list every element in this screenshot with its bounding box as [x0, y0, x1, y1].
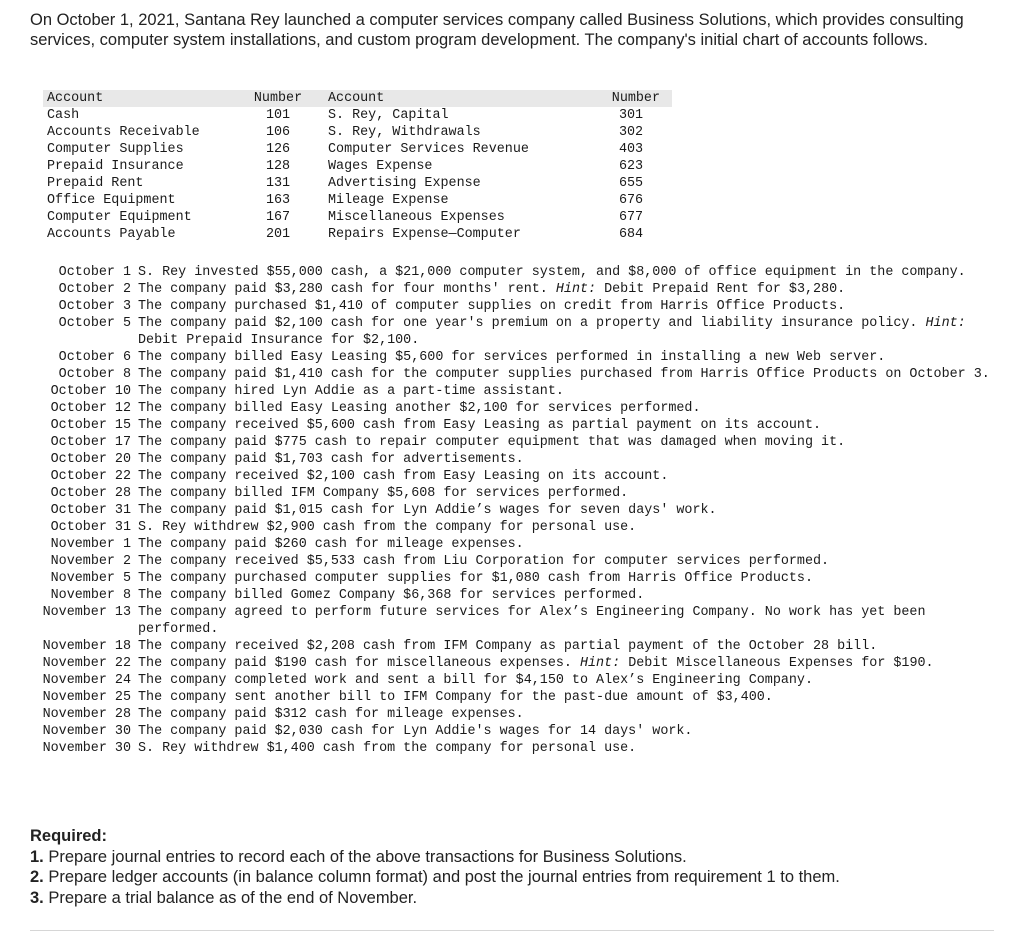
transaction-date: November 8 — [50, 588, 131, 603]
column-gap — [304, 158, 324, 175]
transaction-description — [138, 723, 993, 740]
column-gap — [304, 107, 324, 124]
transaction-row — [0, 638, 1000, 655]
account-name: Prepaid Rent — [47, 176, 144, 191]
account-name: S. Rey, Capital — [328, 108, 449, 123]
transaction-text: The company billed Easy Leasing $5,600 for services performed in installing a new Web server. — [138, 350, 886, 365]
transaction-text: S. Rey withdrew $1,400 cash from the company for personal use. — [138, 741, 637, 756]
transaction-text: The company agreed to perform future services for Alex’s Engineering Company. No work has yet been performed. — [138, 605, 926, 637]
column-gap — [304, 124, 324, 141]
transaction-description — [138, 264, 993, 281]
transaction-date: October 15 — [50, 418, 131, 433]
column-gap — [304, 192, 324, 209]
required-item — [30, 867, 990, 888]
transaction-date: October 12 — [50, 401, 131, 416]
account-number: 163 — [265, 193, 291, 208]
transaction-row — [0, 434, 1000, 451]
transaction-description — [138, 536, 993, 553]
account-number: 684 — [618, 227, 644, 242]
transaction-row — [0, 485, 1000, 502]
transaction-text: The company paid $3,280 cash for four months' rent. — [138, 282, 548, 297]
account-number: 128 — [265, 159, 291, 174]
transaction-row — [0, 349, 1000, 366]
transaction-description — [138, 706, 993, 723]
account-number: 301 — [618, 108, 644, 123]
transaction-text: The company paid $1,410 cash for the computer supplies purchased from Harris Office Products on October 3. — [138, 367, 990, 382]
account-name: Accounts Payable — [47, 227, 176, 242]
transaction-description — [138, 366, 993, 383]
required-item — [30, 847, 990, 868]
transaction-text: The company billed IFM Company $5,608 for services performed. — [138, 486, 629, 501]
transaction-description — [138, 553, 993, 570]
account-name: Computer Supplies — [47, 142, 184, 157]
transaction-date: October 28 — [50, 486, 131, 501]
account-number: 623 — [618, 159, 644, 174]
transaction-date: November 24 — [42, 673, 131, 688]
transaction-description — [138, 298, 993, 315]
required-section — [30, 826, 990, 908]
transaction-date: November 28 — [42, 707, 131, 722]
transaction-row — [0, 315, 1000, 349]
transaction-description — [138, 604, 993, 638]
transaction-text: The company paid $2,030 cash for Lyn Addie's wages for 14 days' work. — [138, 724, 693, 739]
account-number: 126 — [265, 142, 291, 157]
transaction-date: November 13 — [42, 605, 131, 620]
transaction-date: October 17 — [50, 435, 131, 450]
transaction-row — [0, 553, 1000, 570]
transaction-text: The company paid $312 cash for mileage expenses. — [138, 707, 524, 722]
transaction-text: The company received $2,208 cash from IFM Company as partial payment of the October 28 bill. — [138, 639, 878, 654]
transaction-description — [138, 502, 993, 519]
account-number: 131 — [265, 176, 291, 191]
account-name: Mileage Expense — [328, 193, 449, 208]
transaction-date: October 31 — [50, 503, 131, 518]
transaction-date: November 18 — [42, 639, 131, 654]
transaction-text: The company sent another bill to IFM Company for the past-due amount of $3,400. — [138, 690, 773, 705]
hint-label: Hint: — [555, 282, 597, 297]
account-row — [43, 175, 672, 192]
account-row — [43, 158, 672, 175]
transaction-description — [138, 570, 993, 587]
account-number: 676 — [618, 193, 644, 208]
transaction-text: S. Rey withdrew $2,900 cash from the company for personal use. — [138, 520, 637, 535]
account-number: 655 — [618, 176, 644, 191]
required-items — [30, 847, 990, 909]
account-number: 167 — [265, 210, 291, 225]
account-row — [43, 107, 672, 124]
transaction-description — [138, 655, 993, 672]
header-number-left: Number — [253, 91, 303, 106]
transaction-date: October 20 — [50, 452, 131, 467]
transaction-row — [0, 587, 1000, 604]
chart-of-accounts-header-row — [43, 90, 672, 107]
transaction-date: October 5 — [58, 316, 131, 331]
account-row — [43, 192, 672, 209]
transaction-description — [138, 349, 993, 366]
transaction-date: November 30 — [42, 724, 131, 739]
account-number: 201 — [265, 227, 291, 242]
required-item-text: Prepare journal entries to record each of the above transactions for Business Solutions. — [48, 847, 687, 866]
transaction-row — [0, 451, 1000, 468]
bottom-divider — [30, 930, 994, 931]
column-gap — [304, 141, 324, 158]
transaction-description — [138, 485, 993, 502]
account-name: Computer Services Revenue — [328, 142, 529, 157]
transaction-row — [0, 706, 1000, 723]
transaction-date: October 31 — [50, 520, 131, 535]
transaction-row — [0, 298, 1000, 315]
transaction-description — [138, 672, 993, 689]
transaction-text: The company purchased $1,410 of computer supplies on credit from Harris Office Products. — [138, 299, 846, 314]
transaction-text: S. Rey invested $55,000 cash, a $21,000 computer system, and $8,000 of office equipment in the company. — [138, 265, 966, 280]
column-gap — [304, 226, 324, 243]
account-number: 106 — [265, 125, 291, 140]
header-account-right: Account — [324, 90, 590, 107]
transaction-row — [0, 417, 1000, 434]
required-item-number: 3. — [30, 888, 44, 907]
transaction-text: The company billed Easy Leasing another $2,100 for services performed. — [138, 401, 701, 416]
account-name: Computer Equipment — [47, 210, 192, 225]
account-name: S. Rey, Withdrawals — [328, 125, 481, 140]
transaction-date: November 1 — [50, 537, 131, 552]
transaction-row — [0, 604, 1000, 638]
transaction-row — [0, 723, 1000, 740]
transaction-text: The company hired Lyn Addie as a part-time assistant. — [138, 384, 564, 399]
transaction-date: October 1 — [58, 265, 131, 280]
account-row — [43, 124, 672, 141]
hint-text: Debit Prepaid Insurance for $2,100. — [138, 333, 420, 348]
transaction-description — [138, 281, 993, 298]
transaction-date: October 2 — [58, 282, 131, 297]
account-number: 403 — [618, 142, 644, 157]
transaction-date: October 3 — [58, 299, 131, 314]
transaction-date: October 10 — [50, 384, 131, 399]
header-account-left: Account — [43, 90, 252, 107]
transaction-description — [138, 689, 993, 706]
transaction-description — [138, 383, 993, 400]
account-row — [43, 141, 672, 158]
transaction-row — [0, 468, 1000, 485]
header-gap — [304, 90, 324, 107]
transaction-text: The company paid $775 cash to repair computer equipment that was damaged when moving it. — [138, 435, 846, 450]
account-row — [43, 226, 672, 243]
transaction-description — [138, 468, 993, 485]
transaction-row — [0, 383, 1000, 400]
required-item-text: Prepare a trial balance as of the end of November. — [48, 888, 418, 907]
hint-text: Debit Prepaid Rent for $3,280. — [604, 282, 846, 297]
account-name: Repairs Expense—Computer — [328, 227, 521, 242]
account-number: 302 — [618, 125, 644, 140]
transaction-text: The company received $5,600 cash from Easy Leasing as partial payment on its account. — [138, 418, 822, 433]
transaction-description — [138, 451, 993, 468]
transaction-date: November 25 — [42, 690, 131, 705]
transaction-row — [0, 536, 1000, 553]
column-gap — [304, 175, 324, 192]
hint-label: Hint: — [579, 656, 621, 671]
transaction-row — [0, 281, 1000, 298]
transaction-row — [0, 264, 1000, 281]
transaction-description — [138, 638, 993, 655]
required-item — [30, 888, 990, 909]
transaction-description — [138, 315, 993, 349]
transaction-text: The company billed Gomez Company $6,368 for services performed. — [138, 588, 645, 603]
transaction-row — [0, 570, 1000, 587]
transaction-date: November 5 — [50, 571, 131, 586]
chart-of-accounts-table — [43, 90, 672, 243]
transaction-date: October 8 — [58, 367, 131, 382]
intro-paragraph: On October 1, 2021, Santana Rey launched a computer services company called Business Solutions, which provides consulting services, computer system installations, and custom program development. The company's initial chart of accounts follows. — [30, 11, 964, 49]
account-name: Wages Expense — [328, 159, 433, 174]
transaction-row — [0, 502, 1000, 519]
required-item-number: 2. — [30, 868, 44, 886]
account-number: 677 — [618, 210, 644, 225]
required-item-text: Prepare ledger accounts (in balance column format) and post the journal entries from requirement 1 to them. — [48, 868, 840, 886]
transaction-description — [138, 519, 993, 536]
transaction-description — [138, 434, 993, 451]
transaction-row — [0, 366, 1000, 383]
account-name: Prepaid Insurance — [47, 159, 184, 174]
transaction-description — [138, 417, 993, 434]
hint-text: Debit Miscellaneous Expenses for $190. — [628, 656, 934, 671]
transaction-row — [0, 740, 1000, 757]
transaction-text: The company received $5,533 cash from Liu Corporation for computer services performed. — [138, 554, 830, 569]
required-heading: Required: — [30, 827, 108, 845]
account-number: 101 — [265, 108, 291, 123]
account-row — [43, 209, 672, 226]
transaction-row — [0, 655, 1000, 672]
account-name: Accounts Receivable — [47, 125, 200, 140]
transaction-text: The company purchased computer supplies for $1,080 cash from Harris Office Products. — [138, 571, 813, 586]
transaction-text: The company received $2,100 cash from Easy Leasing on its account. — [138, 469, 669, 484]
transaction-date: October 6 — [58, 350, 131, 365]
transaction-row — [0, 400, 1000, 417]
transaction-text: The company paid $1,015 cash for Lyn Addie’s wages for seven days' work. — [138, 503, 717, 518]
transaction-description — [138, 740, 993, 757]
transaction-date: October 22 — [50, 469, 131, 484]
transactions-list — [0, 264, 1000, 757]
account-name: Cash — [47, 108, 80, 123]
transaction-row — [0, 672, 1000, 689]
transaction-row — [0, 519, 1000, 536]
hint-label: Hint: — [925, 316, 966, 331]
transaction-description — [138, 400, 993, 417]
account-name: Advertising Expense — [328, 176, 481, 191]
transaction-description — [138, 587, 993, 604]
account-name: Office Equipment — [47, 193, 176, 208]
transaction-text: The company completed work and sent a bill for $4,150 to Alex’s Engineering Company. — [138, 673, 813, 688]
column-gap — [304, 209, 324, 226]
transaction-text: The company paid $190 cash for miscellaneous expenses. — [138, 656, 572, 671]
account-name: Miscellaneous Expenses — [328, 210, 505, 225]
transaction-date: November 22 — [42, 656, 131, 671]
required-item-number: 1. — [30, 847, 44, 866]
transaction-text: The company paid $260 cash for mileage expenses. — [138, 537, 524, 552]
transaction-date: November 30 — [42, 741, 131, 756]
transaction-date: November 2 — [50, 554, 131, 569]
transaction-row — [0, 689, 1000, 706]
header-number-right: Number — [590, 90, 672, 107]
transaction-text: The company paid $2,100 cash for one year's premium on a property and liability insurance policy. — [138, 316, 918, 331]
transaction-text: The company paid $1,703 cash for advertisements. — [138, 452, 524, 467]
